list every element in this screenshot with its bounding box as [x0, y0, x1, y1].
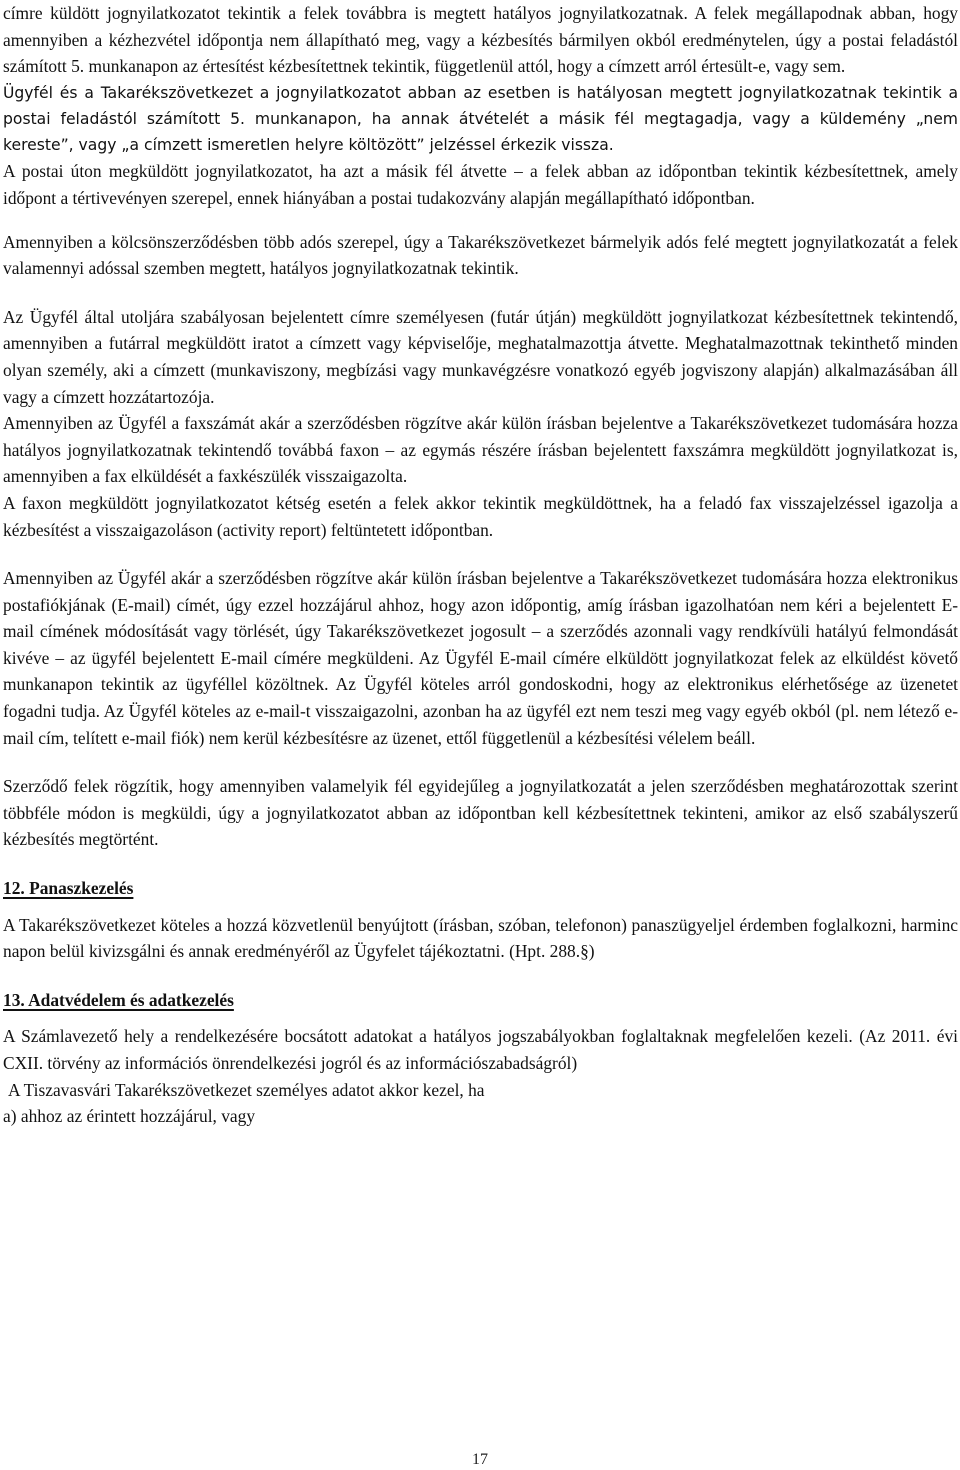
- section-12-heading: 12. Panaszkezelés: [3, 878, 134, 899]
- paragraph-fax-confirmation: A faxon megküldött jognyilatkozatot kétség esetén a felek akkor tekintik megküldöttnek, ha a feladó fax visszajelzéssel igazolja a kézbesítést a visszaigazoláson (activity report) feltüntetett időpontban.: [3, 492, 958, 540]
- paragraph-fax-registration: Amennyiben az Ügyfél a faxszámát akár a szerződésben rögzítve akár külön írásban bejelentve a Takarékszövetkezet tudomására hozza hatályos jognyilatkozatnak tekintendő továbbá faxon – az egymás részére írásban bejelentett faxszámra megküldött jognyilatkozat is, amennyiben a fax elküldését a faxkészülék visszaigazolta.: [3, 413, 958, 487]
- paragraph-multiple-methods: Szerződő felek rögzítik, hogy amennyiben valamelyik fél egyidejűleg a jognyilatkozatát a jelen szerződésben meghatározottak szerint többféle módon is megküldi, úgy a jognyilatkozatot abban az időpontban kell kézbesítettnek tekinteni, amikor az első szabályszerű kézbesítés megtörtént.: [3, 776, 958, 850]
- page-number: 17: [472, 1451, 488, 1468]
- section-13-heading: 13. Adatvédelem és adatkezelés: [3, 989, 234, 1010]
- paragraph-courier-delivery: Az Ügyfél által utoljára szabályosan bejelentett címre személyesen (futár útján) megküldött jognyilatkozat kézbesítettnek tekintendő, amennyiben a futárral megküldött iratot a címzett vagy képviselője, meghatalmazottja átvette. Meghatalmazottnak tekinthető minden olyan személy, aki a címzett (munkaviszony, megbízási vagy munkavégzésre vonatkozó egyéb jogviszony alapján) alkalmazásában áll vagy a címzett hozzátartozója.: [3, 306, 958, 407]
- section-12-text: A Takarékszövetkezet köteles a hozzá közvetlenül benyújtott (írásban, szóban, telefonon) panaszügyeljel érdemben foglalkozni, harminc napon belül kivizsgálni és annak eredményéről az Ügyfelet tájékoztatni. (Hpt. 288.§): [3, 914, 958, 962]
- section-13-condition-a: a) ahhoz az érintett hozzájárul, vagy: [3, 1106, 256, 1127]
- section-13-condition-intro: A Tiszavasvári Takarékszövetkezet személyes adatot akkor kezel, ha: [8, 1079, 485, 1100]
- paragraph-refused-delivery: Ügyfél és a Takarékszövetkezet a jognyilatkozatot abban az esetben is hatályosan megtett jognyilatkozatnak tekintik a postai feladástól számított 5. munkanapon, ha annak átvételét a másik fél megtagadja, vagy a küldemény „nem kereste”, vagy „a címzett ismeretlen helyre költözött” jelzéssel érkezik vissza.: [3, 83, 958, 155]
- paragraph-email-delivery: Amennyiben az Ügyfél akár a szerződésben rögzítve akár külön írásban bejelentve a Takarékszövetkezet tudomására hozza elektronikus postafiókjának (E-mail) címét, úgy ezzel hozzájárul ahhoz, hogy azon időpontig, amíg írásban igazolhatóan nem kéri a bejelentett E-mail címének módosítását vagy törlését, úgy Takarékszövetkezet jogosult – a szerződés azonnali vagy rendkívüli hatályú felmondását kivéve – az ügyfél bejelentett E-mail címére megküldeni. Az Ügyfél E-mail címére elküldött jognyilatkozat felek az elküldést követő munkanapon tekintik az ügyféllel közöltnek. Az Ügyfél köteles arról gondoskodni, hogy az elektronikus elérhetősége az üzenetet fogadni tudja. Az Ügyfél köteles az e-mail-t visszaigazolni, azonban ha az ügyfél ezt nem teszi meg vagy egyéb okból (pl. nem létező e-mail cím, telített e-mail fiók) nem kerül kézbesítésre az üzenet, ettől függetlenül a kézbesítési vélelem beáll.: [3, 568, 958, 748]
- document-body: [3, 0, 958, 1130]
- paragraph-postal-receipt: A postai úton megküldött jognyilatkozatot, ha azt a másik fél átvette – a felek abban az időpontban tekintik kézbesítettnek, amely időpont a tértivevényen szerepel, ennek hiányában a postai tudakozvány alapján megállapítható időpontban.: [3, 161, 958, 208]
- paragraph-multiple-debtors: Amennyiben a kölcsönszerződésben több adós szerepel, úgy a Takarékszövetkezet bármelyik adós felé megtett jognyilatkozatát a felek valamennyi adóssal szemben megtett, hatályos jognyilatkozatnak tekintik.: [3, 231, 958, 279]
- section-13-text: A Számlavezető hely a rendelkezésére bocsátott adatokat a hatályos jogszabályokban foglaltaknak megfelelően kezeli. (Az 2011. évi CXII. törvény az információs önrendelkezési jogról és az információszabadságról): [3, 1026, 958, 1074]
- paragraph-delivery-notice: címre küldött jognyilatkozatot tekintik a felek továbbra is megtett hatályos jognyilatkozatnak. A felek megállapodnak abban, hogy amennyiben a kézhezvétel időpontja nem állapítható meg, vagy a kézbesítés bármilyen okból eredménytelen, úgy a postai feladástól számított 5. munkanapon az értesítést kézbesítettnek tekintik, függetlenül attól, hogy a címzett arról értesült-e, vagy sem.: [3, 3, 958, 77]
